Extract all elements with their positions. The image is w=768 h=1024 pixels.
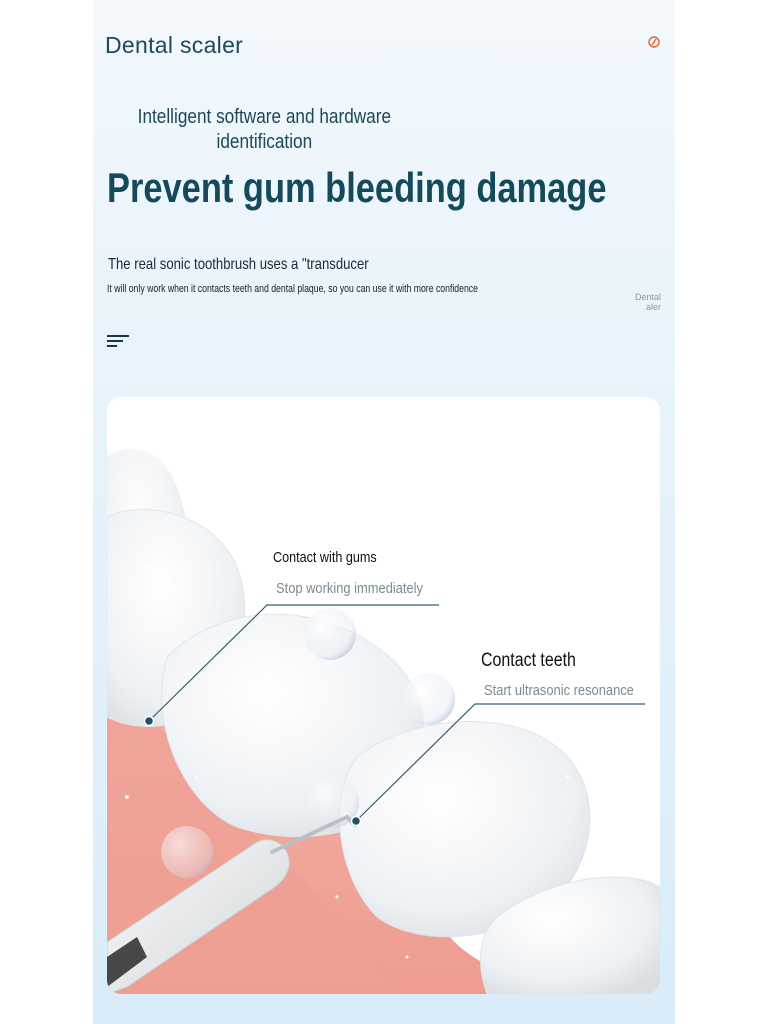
callout-title-gums: Contact with gums <box>273 549 377 566</box>
badge-icon <box>648 36 660 48</box>
subheading <box>113 105 416 155</box>
bubble <box>304 608 356 660</box>
callout-subtitle-teeth: Start ultrasonic resonance <box>484 682 634 699</box>
bubble <box>403 673 455 725</box>
tagline: The real sonic toothbrush uses a "transducer <box>108 256 369 273</box>
side-label-line-1: Dental <box>634 292 661 302</box>
menu-lines-icon[interactable] <box>107 335 129 347</box>
bubble <box>161 826 213 878</box>
callout-dot-teeth <box>352 817 361 826</box>
brand-title: Dental scaler <box>105 32 244 58</box>
callout-title-teeth: Contact teeth <box>481 650 576 671</box>
description-note: It will only work when it contacts teeth and dental plaque, so you can use it with more confidence <box>107 283 478 295</box>
illustration-card <box>107 397 660 994</box>
callout-dot-gums <box>145 717 154 726</box>
subheading-line-2: identification <box>216 131 313 153</box>
product-page <box>93 0 675 1024</box>
side-label-line-2: aler <box>645 302 661 312</box>
side-watermark-label <box>635 292 661 312</box>
callout-subtitle-gums: Stop working immediately <box>276 580 423 597</box>
subheading-line-1: Intelligent software and hardware <box>137 106 392 128</box>
headline: Prevent gum bleeding damage <box>107 164 607 211</box>
